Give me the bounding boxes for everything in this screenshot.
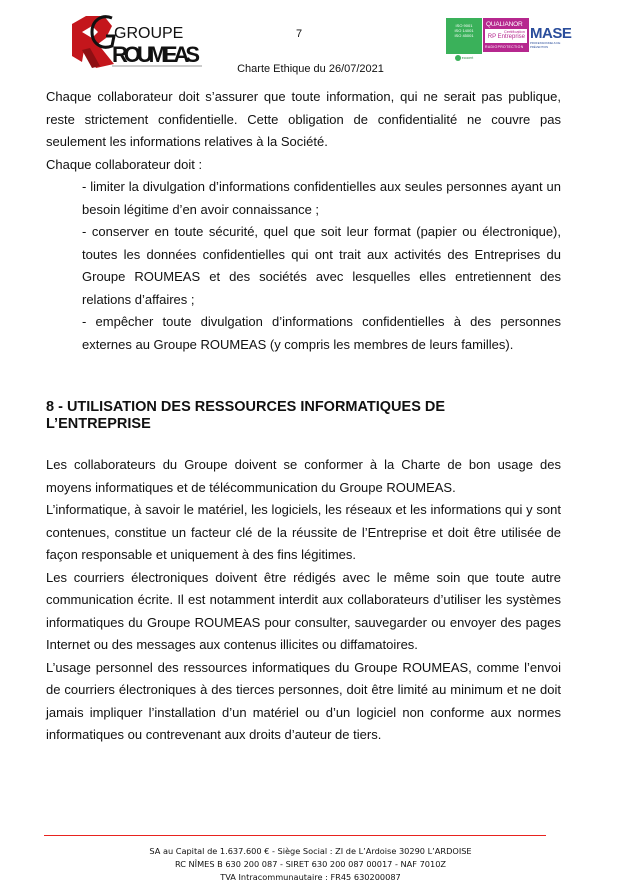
groupe-roumeas-logo (68, 10, 203, 70)
iso-line: ISO 45001 (454, 33, 474, 38)
page-footer (0, 845, 621, 884)
paragraph: Chaque collaborateur doit s’assurer que toute information, qui ne serait pas publique, reste strictement confidentielle. Cette obligation de confidentialité ne couvre pas seulement les informations relatives à la Société. (46, 89, 561, 149)
ecocert-badge (449, 55, 479, 63)
section-heading-line1: 8 - UTILISATION DES RESSOURCES INFORMATIQUES DE (46, 399, 446, 415)
it-resources-section (46, 454, 561, 747)
confidentiality-section (46, 86, 561, 356)
logo-text-roumeas: ROUMEAS (112, 42, 200, 67)
footer-line-capital: SA au Capital de 1.637.600 € - Siège Social : ZI de L’Ardoise 30290 L’ARDOISE (149, 846, 472, 856)
qualianor-line: RP Entreprise (487, 34, 525, 40)
ecocert-label: ecocert (461, 55, 474, 60)
paragraph: L’informatique, à savoir le matériel, les logiciels, les réseaux et les informations qui y sont contenues, constitue un facteur clé de la réussite de l’Entreprise et doit être utilisée de façon responsable et uniquement à des fins légitimes. (46, 502, 561, 562)
bullet-item: - conserver en toute sécurité, quel que soit leur format (papier ou électronique), toutes les données confidentielles qui ont trait aux activités des Entreprises du Groupe ROUMEAS et des sociétés avec lesquelles elles entretiennent des relations d’affaires ; (82, 224, 561, 307)
mase-certification-badge (530, 25, 572, 49)
footer-line-vat: TVA Intracommunautaire : FR45 630200087 (220, 872, 401, 882)
qualianor-footer: RADIOPROTECTION (485, 45, 524, 49)
bullet-item: - limiter la divulgation d’informations confidentielles aux seules personnes ayant un besoin légitime d’en avoir connaissance ; (82, 179, 561, 217)
section-heading-line2: L’ENTREPRISE (46, 416, 151, 432)
page-header (0, 0, 621, 80)
paragraph: L’usage personnel des ressources informatiques du Groupe ROUMEAS, comme l’envoi de courriers électroniques à des tierces personnes, doit être limité au minimum et ne doit jamais impliquer l’installation d’un matériel ou d’un logiciel non conforme aux normes informatiques ou contrevenant aux droits d’auteur de tiers. (46, 659, 561, 742)
logo-text-groupe: GROUPE (114, 25, 184, 42)
iso-line: ISO 14001 (454, 28, 474, 33)
page-number: 7 (296, 28, 303, 40)
paragraph: Chaque collaborateur doit : (46, 156, 203, 172)
paragraph: Les courriers électroniques doivent être rédigés avec le même soin que toute autre communication écrite. Il est notamment interdit aux collaborateurs d’utiliser les systèmes informatiques du Groupe ROUMEAS pour consulter, sauvegarder ou envoyer des pages Internet ou des messages aux contenus illicites ou diffamatoires. (46, 569, 561, 652)
qualianor-line: Certification (503, 29, 525, 34)
certification-logos (446, 18, 572, 64)
footer-line-registration: RC NÎMES B 630 200 087 - SIRET 630 200 087 00017 - NAF 7010Z (174, 859, 447, 869)
mase-subtitle: PROFESSIONNELS DE PRÉVENTION (530, 41, 561, 49)
qualianor-certification-badge (483, 18, 529, 52)
qualianor-box (485, 29, 527, 43)
mase-title: MASE (530, 25, 572, 42)
document-title-date: Charte Ethique du 26/07/2021 (237, 63, 384, 75)
footer-divider (44, 835, 546, 836)
iso-certification-badge (446, 18, 482, 54)
bullet-item: - empêcher toute divulgation d’informations confidentielles à des personnes externes au Groupe ROUMEAS (y compris les membres de leurs familles). (82, 314, 561, 352)
ecocert-dot-icon (455, 55, 461, 61)
iso-line: ISO 9001 (455, 23, 473, 28)
qualianor-title: QUALIANOR (486, 21, 523, 28)
paragraph: Les collaborateurs du Groupe doivent se conformer à la Charte de bon usage des moyens informatiques et de télécommunication du Groupe ROUMEAS. (46, 457, 561, 495)
roumeas-logo-mark-icon (68, 10, 203, 70)
section-heading (46, 399, 561, 433)
